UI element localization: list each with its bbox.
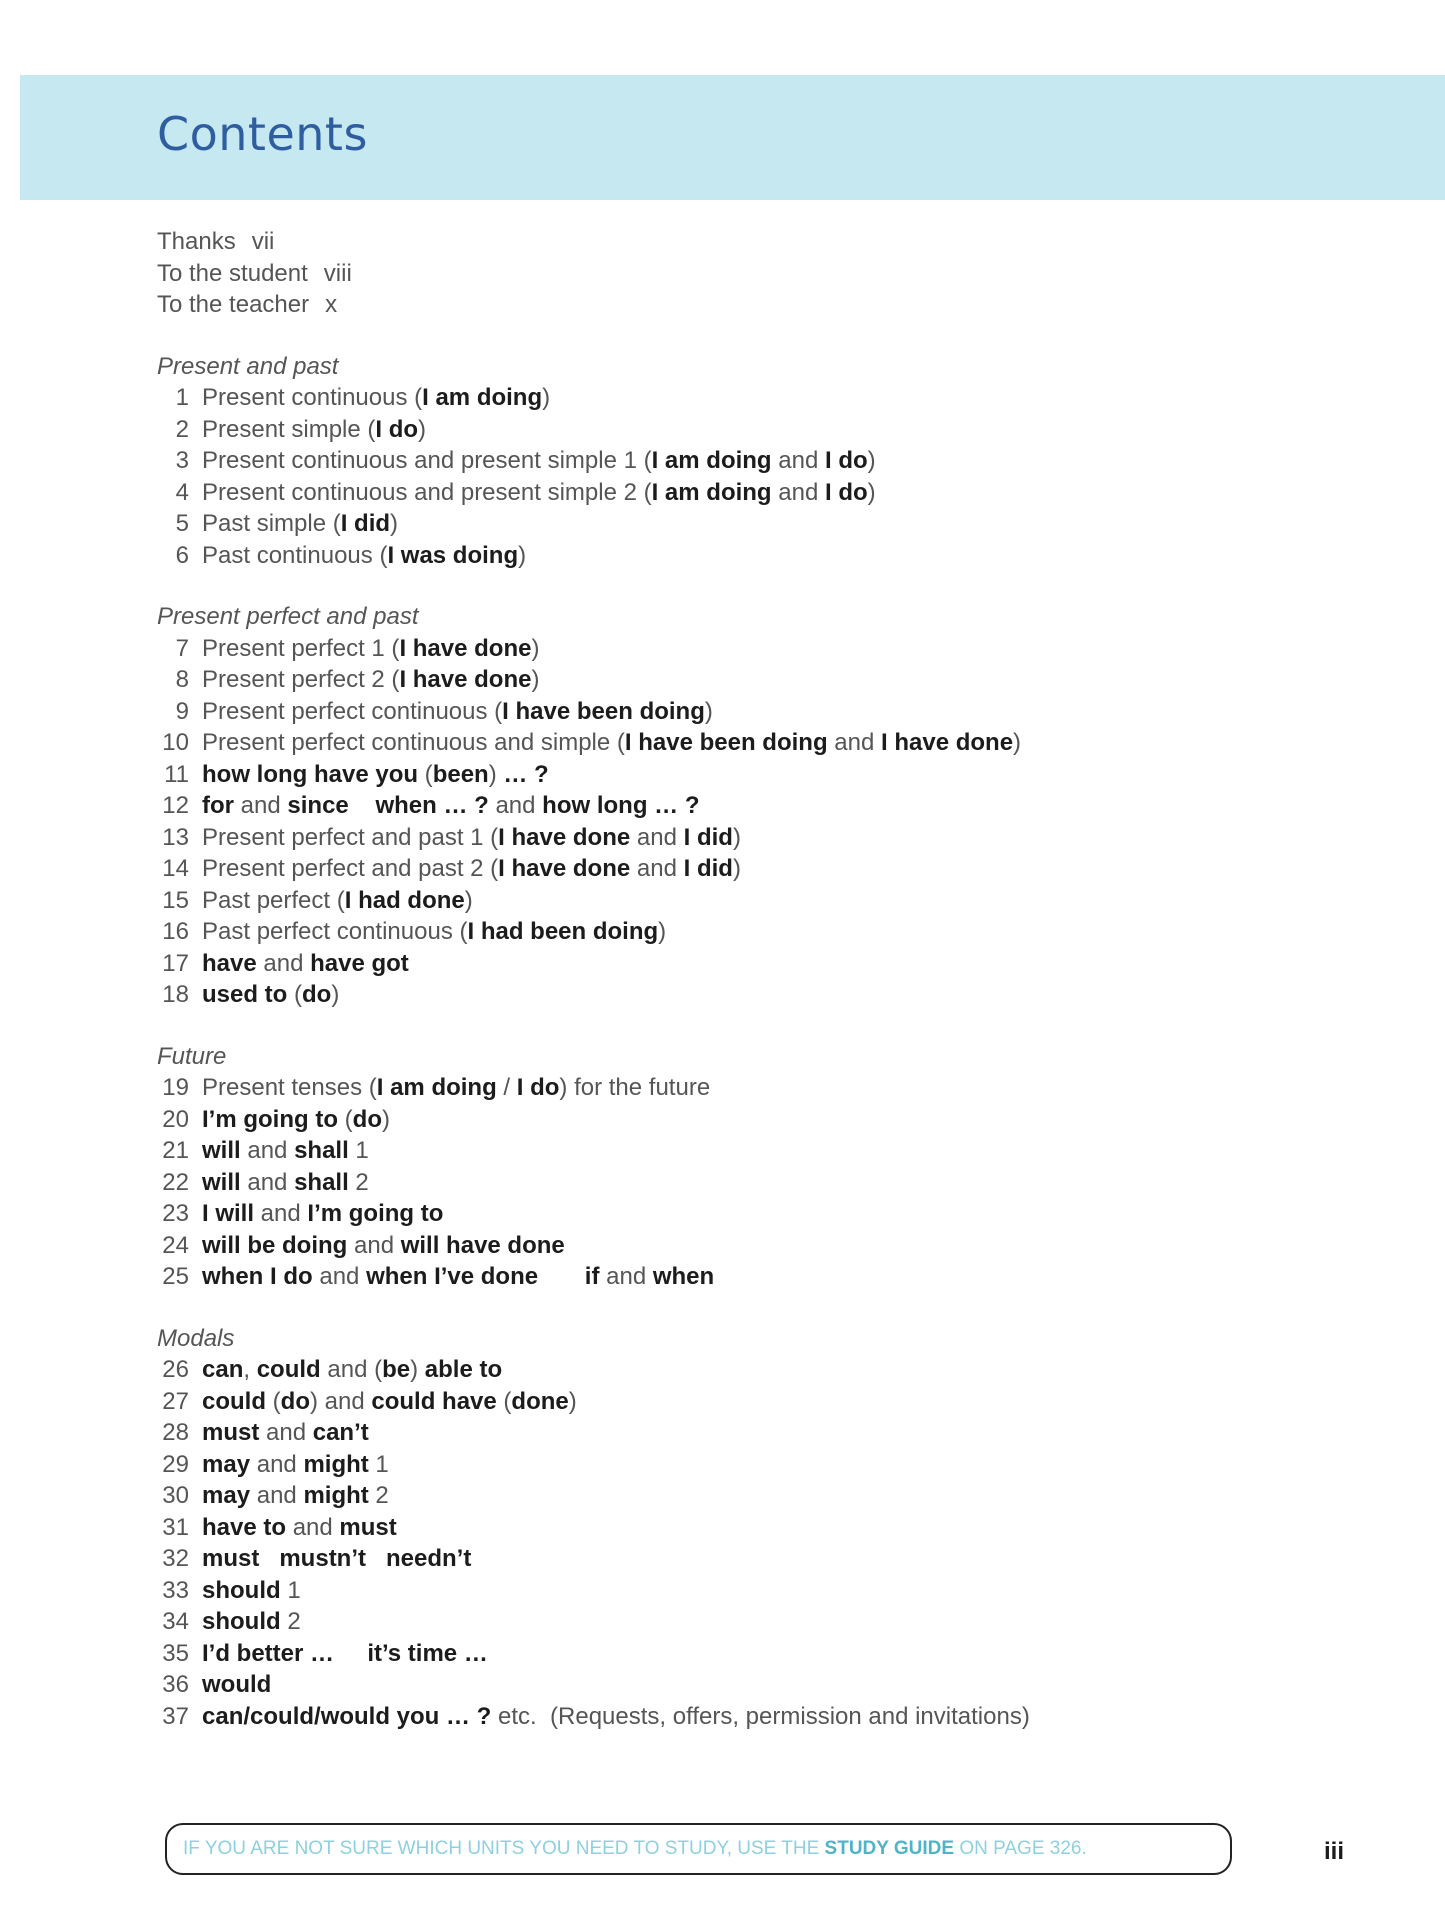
unit-title — [202, 1640, 488, 1667]
study-guide-note-text — [183, 1838, 1087, 1860]
unit-title-bold: might — [303, 1482, 369, 1509]
unit-number: 22 — [162, 1168, 189, 1196]
front-matter-item[interactable] — [157, 258, 1357, 290]
unit-title-bold: I am doing — [651, 478, 772, 506]
unit-title-text: , — [243, 1356, 257, 1383]
unit-title-text: Present perfect 1 ( — [202, 634, 400, 662]
unit-title — [202, 698, 713, 725]
unit-title-text: Present perfect continuous and simple ( — [202, 729, 625, 756]
unit-title-text — [349, 792, 376, 819]
unit-entry[interactable] — [157, 1606, 1357, 1638]
unit-number: 4 — [175, 478, 189, 506]
unit-entry[interactable] — [157, 822, 1357, 854]
unit-title-text: and — [488, 792, 543, 819]
unit-title-text: 2 — [280, 1608, 301, 1635]
unit-title-text: 1 — [348, 1137, 369, 1164]
unit-title-text: ) — [531, 666, 540, 693]
unit-title — [202, 635, 539, 662]
unit-title-bold: should — [202, 1576, 281, 1604]
unit-entry[interactable] — [157, 414, 1357, 446]
unit-title — [202, 855, 741, 882]
unit-title-bold: since — [287, 792, 349, 819]
unit-title — [202, 950, 409, 977]
unit-title-bold: I have done — [498, 823, 631, 851]
unit-title-bold: can’t — [312, 1419, 369, 1446]
unit-entry[interactable] — [157, 477, 1357, 509]
toc-section — [157, 1323, 1357, 1733]
toc-section — [157, 351, 1357, 572]
unit-title — [202, 792, 699, 819]
unit-title-text: ( — [266, 1387, 281, 1415]
unit-title-text: and — [254, 1200, 308, 1227]
unit-title-text: ( — [418, 760, 433, 788]
unit-number: 12 — [162, 792, 189, 819]
unit-title — [202, 1137, 369, 1164]
unit-entry[interactable] — [157, 508, 1357, 540]
unit-entry[interactable] — [157, 979, 1357, 1011]
unit-entry[interactable] — [157, 1449, 1357, 1481]
unit-title — [202, 1482, 389, 1509]
unit-number: 11 — [164, 760, 189, 788]
unit-title-bold: could have — [371, 1387, 497, 1415]
unit-title — [202, 416, 426, 443]
toc-section — [157, 1041, 1357, 1293]
unit-title — [202, 887, 473, 914]
front-matter-page: x — [325, 291, 338, 318]
unit-title — [202, 1106, 390, 1133]
unit-title-bold: I do — [824, 447, 868, 474]
unit-title-bold: can — [202, 1356, 244, 1383]
unit-entry[interactable] — [157, 727, 1357, 759]
unit-title — [202, 384, 550, 411]
study-guide-note-before: IF YOU ARE NOT SURE WHICH UNITS YOU NEED TO STUDY, USE THE — [183, 1838, 825, 1859]
unit-title-text: and — [250, 1482, 304, 1509]
unit-title-bold: I did — [683, 855, 733, 882]
unit-title-text: and ( — [320, 1356, 383, 1383]
unit-title-text: ) — [867, 478, 876, 506]
unit-number: 7 — [175, 634, 189, 662]
unit-title-bold: may — [202, 1482, 251, 1509]
unit-title-text: etc. (Requests, offers, permission and invitations) — [491, 1702, 1030, 1730]
unit-number: 6 — [175, 541, 189, 569]
unit-title-text: Past simple ( — [202, 510, 341, 537]
unit-title-text: ) — [464, 886, 473, 914]
unit-title — [202, 447, 876, 474]
unit-title-text: and — [827, 729, 881, 756]
unit-title-text: ) — [867, 447, 876, 474]
unit-title-text — [538, 1263, 585, 1290]
section-title: Present perfect and past — [157, 603, 419, 630]
unit-title-text: Present continuous and present simple 1 ( — [202, 447, 652, 474]
unit-title-bold: shall — [294, 1168, 349, 1196]
unit-entry[interactable] — [157, 853, 1357, 885]
unit-title-text: and — [286, 1513, 340, 1541]
unit-title-bold: I’m going to — [202, 1105, 338, 1133]
unit-number: 33 — [162, 1576, 189, 1604]
front-matter-list — [157, 226, 1357, 321]
unit-title-bold: I had done — [344, 886, 465, 914]
unit-title-bold: when — [652, 1263, 715, 1290]
unit-number: 35 — [162, 1639, 189, 1667]
front-matter-page: viii — [323, 259, 352, 287]
front-matter-item[interactable] — [157, 226, 1357, 258]
unit-title-text: ) — [658, 918, 667, 945]
unit-entry[interactable] — [157, 1575, 1357, 1607]
unit-entry[interactable] — [157, 1701, 1357, 1733]
unit-number: 23 — [162, 1200, 189, 1227]
unit-title-text: and — [250, 1450, 304, 1478]
unit-entry[interactable] — [157, 885, 1357, 917]
unit-title-text: and — [630, 823, 684, 851]
unit-title-bold: have got — [310, 949, 409, 977]
unit-title-text: ) — [518, 541, 527, 569]
unit-title — [202, 729, 1021, 756]
unit-title-bold: been — [432, 760, 489, 788]
unit-title — [202, 1671, 271, 1698]
unit-title-text: ) — [381, 1105, 390, 1133]
unit-title-bold: might — [303, 1450, 369, 1478]
unit-entry[interactable] — [157, 1167, 1357, 1199]
unit-title-bold: I had been doing — [467, 918, 659, 945]
unit-title-bold: may — [202, 1450, 251, 1478]
unit-title-bold: how long … ? — [542, 792, 700, 819]
unit-title — [202, 1388, 577, 1415]
unit-entry[interactable] — [157, 1135, 1357, 1167]
unit-title-bold: I am doing — [651, 447, 772, 474]
unit-title — [202, 1451, 389, 1478]
unit-title-bold: I was doing — [387, 541, 519, 569]
unit-number: 15 — [162, 886, 189, 914]
unit-entry[interactable] — [157, 1104, 1357, 1136]
unit-title-text: ) — [531, 634, 540, 662]
unit-title-text: 1 — [368, 1450, 389, 1478]
unit-title-bold: have to — [202, 1513, 287, 1541]
unit-title-bold: when … ? — [375, 792, 489, 819]
section-title: Modals — [157, 1324, 235, 1352]
unit-title-text: and — [630, 855, 684, 882]
unit-entry[interactable] — [157, 1512, 1357, 1544]
unit-title — [202, 1169, 369, 1196]
unit-title-text: and — [240, 1168, 295, 1196]
unit-title-bold: done — [511, 1387, 569, 1415]
unit-entry[interactable] — [157, 1198, 1357, 1230]
unit-title-bold: I have been doing — [624, 729, 828, 756]
unit-title-bold: should — [202, 1608, 281, 1635]
unit-title-bold: do — [302, 981, 332, 1008]
study-guide-link[interactable]: STUDY GUIDE — [824, 1838, 955, 1859]
unit-title-bold: have — [202, 949, 257, 977]
unit-title — [202, 666, 539, 693]
unit-title-text: Past perfect ( — [202, 886, 345, 914]
unit-title-bold: must — [339, 1513, 397, 1541]
unit-title-bold: I’m going to — [307, 1200, 444, 1227]
unit-title-bold: I do — [375, 415, 419, 443]
unit-entry[interactable] — [157, 759, 1357, 791]
unit-entry[interactable] — [157, 1230, 1357, 1262]
unit-title-text: and — [259, 1419, 313, 1446]
unit-number: 20 — [162, 1105, 189, 1133]
section-title: Present and past — [157, 352, 339, 380]
unit-number: 24 — [162, 1231, 189, 1259]
page-number: iii — [1324, 1838, 1345, 1865]
unit-title-bold: would — [202, 1671, 272, 1698]
unit-title-text: and — [347, 1231, 401, 1259]
unit-entry[interactable] — [157, 1669, 1357, 1701]
unit-number: 3 — [175, 447, 189, 474]
unit-number: 25 — [162, 1263, 189, 1290]
unit-title-bold: when I do — [202, 1263, 313, 1290]
unit-title-bold: will have done — [400, 1231, 565, 1259]
front-matter-page: vii — [251, 228, 275, 255]
unit-number: 5 — [175, 510, 189, 537]
unit-number: 37 — [162, 1702, 189, 1730]
unit-title-bold: used to — [202, 981, 288, 1008]
unit-title-bold: could — [202, 1387, 266, 1415]
unit-entry[interactable] — [157, 1480, 1357, 1512]
unit-title-bold: do — [352, 1105, 382, 1133]
unit-title-text: and — [312, 1263, 367, 1290]
unit-title-text: ) — [331, 981, 340, 1008]
unit-title-text: Present perfect continuous ( — [202, 697, 503, 725]
unit-title — [202, 1263, 714, 1290]
study-guide-note — [165, 1823, 1232, 1875]
unit-title-text: and — [256, 949, 311, 977]
unit-title-bold: must mustn’t needn’t — [202, 1545, 472, 1572]
unit-entry[interactable] — [157, 1072, 1357, 1104]
unit-title-text: and — [771, 447, 825, 474]
unit-title — [202, 542, 526, 569]
unit-title-bold: I did — [683, 823, 733, 851]
unit-title-text: and — [234, 792, 288, 819]
toc-section — [157, 601, 1357, 1011]
unit-title-bold: I have been doing — [502, 697, 705, 725]
unit-title — [202, 1074, 710, 1101]
unit-title — [202, 1703, 1030, 1730]
unit-title-text: Present perfect 2 ( — [202, 666, 400, 693]
unit-number: 36 — [162, 1671, 189, 1698]
unit-title-text: Present continuous and present simple 2 ( — [202, 478, 652, 506]
unit-title — [202, 1608, 301, 1635]
unit-title-bold: I have done — [881, 729, 1014, 756]
unit-title — [202, 1577, 301, 1604]
unit-title-text: ) — [1013, 729, 1022, 756]
unit-entry[interactable] — [157, 790, 1357, 822]
unit-title-text: ) — [488, 760, 504, 788]
unit-title-bold: if — [584, 1263, 600, 1290]
unit-title-bold: I have done — [399, 634, 532, 662]
unit-title-bold: do — [280, 1387, 310, 1415]
unit-title — [202, 761, 549, 788]
unit-title — [202, 1514, 397, 1541]
unit-number: 17 — [162, 949, 189, 977]
unit-title-text: Present continuous ( — [202, 384, 423, 411]
unit-entry[interactable] — [157, 664, 1357, 696]
unit-entry[interactable] — [157, 948, 1357, 980]
page-title: Contents — [157, 107, 368, 161]
unit-entry[interactable] — [157, 916, 1357, 948]
unit-title-bold: I will — [202, 1200, 255, 1227]
unit-number: 31 — [162, 1513, 189, 1541]
unit-title-text: ( — [287, 981, 303, 1008]
unit-number: 32 — [162, 1545, 189, 1572]
unit-title-bold: will — [202, 1168, 241, 1196]
front-matter-label: To the student — [157, 259, 308, 287]
unit-number: 21 — [162, 1137, 189, 1164]
unit-number: 8 — [175, 666, 189, 693]
unit-entry[interactable] — [157, 445, 1357, 477]
unit-title-text: ) — [732, 823, 741, 851]
unit-title-text: Present tenses ( — [202, 1074, 377, 1101]
unit-title-text: ) — [704, 697, 713, 725]
unit-number: 1 — [175, 384, 189, 411]
unit-number: 19 — [162, 1074, 189, 1101]
unit-title-bold: I am doing — [376, 1074, 497, 1101]
unit-title-text: Present perfect and past 2 ( — [202, 855, 499, 882]
unit-title — [202, 479, 876, 506]
unit-title-text: / — [496, 1074, 517, 1101]
unit-entry[interactable] — [157, 1638, 1357, 1670]
unit-title-bold: I’d better … it’s time … — [202, 1639, 488, 1667]
unit-title-text: ) — [732, 855, 741, 882]
unit-title-text: and — [240, 1137, 295, 1164]
unit-entry[interactable] — [157, 540, 1357, 572]
unit-title-text: Past perfect continuous ( — [202, 918, 468, 945]
unit-title-bold: for — [202, 792, 234, 819]
unit-number: 16 — [162, 918, 189, 945]
unit-title-bold: be — [382, 1356, 411, 1383]
unit-title-bold: can/could/would you … ? — [202, 1702, 492, 1730]
unit-title-bold: … ? — [503, 760, 549, 788]
unit-number: 27 — [162, 1387, 189, 1415]
unit-title — [202, 1545, 471, 1572]
unit-title-text: ) and — [310, 1387, 372, 1415]
table-of-contents — [157, 226, 1357, 1732]
unit-title-text: 1 — [280, 1576, 301, 1604]
unit-title-bold: I do — [824, 478, 868, 506]
front-matter-label: To the teacher — [157, 291, 310, 318]
unit-title — [202, 1232, 565, 1259]
unit-entry[interactable] — [157, 382, 1357, 414]
unit-title-text: 2 — [368, 1482, 389, 1509]
unit-number: 29 — [162, 1450, 189, 1478]
unit-title-text: ( — [337, 1105, 353, 1133]
unit-number: 30 — [162, 1482, 189, 1509]
unit-title-bold: will — [202, 1137, 241, 1164]
unit-title-bold: when I’ve done — [366, 1263, 539, 1290]
unit-title — [202, 981, 339, 1008]
unit-title — [202, 1200, 443, 1227]
unit-title-bold: must — [202, 1419, 260, 1446]
unit-entry[interactable] — [157, 696, 1357, 728]
header-band — [20, 75, 1445, 200]
unit-number: 28 — [162, 1419, 189, 1446]
unit-title-text: Present simple ( — [202, 415, 376, 443]
front-matter-item[interactable] — [157, 289, 1357, 321]
unit-title-bold: I do — [516, 1074, 560, 1101]
unit-entry[interactable] — [157, 633, 1357, 665]
unit-title-text: ) — [410, 1356, 425, 1383]
unit-title-text: Past continuous ( — [202, 541, 388, 569]
unit-title-bold: will be doing — [202, 1231, 348, 1259]
section-title: Future — [157, 1042, 227, 1070]
unit-title — [202, 824, 741, 851]
unit-entry[interactable] — [157, 1417, 1357, 1449]
unit-number: 10 — [162, 729, 189, 756]
unit-number: 2 — [175, 415, 189, 443]
unit-title-text: 2 — [348, 1168, 369, 1196]
front-matter-label: Thanks — [157, 228, 236, 255]
unit-title — [202, 510, 398, 537]
unit-number: 26 — [162, 1356, 189, 1383]
unit-title-text: ) — [568, 1387, 577, 1415]
unit-number: 9 — [175, 697, 189, 725]
unit-title-text: ) — [542, 384, 551, 411]
study-guide-note-after: ON PAGE 326. — [954, 1838, 1087, 1859]
unit-title-bold: I have done — [498, 855, 631, 882]
unit-title-bold: how long have you — [202, 760, 419, 788]
unit-number: 34 — [162, 1608, 189, 1635]
unit-title — [202, 918, 666, 945]
unit-entry[interactable] — [157, 1354, 1357, 1386]
unit-title-bold: I did — [340, 510, 391, 537]
unit-number: 13 — [162, 823, 189, 851]
unit-entry[interactable] — [157, 1543, 1357, 1575]
unit-title-bold: shall — [294, 1137, 349, 1164]
unit-entry[interactable] — [157, 1386, 1357, 1418]
unit-title-text: ) — [418, 415, 427, 443]
unit-entry[interactable] — [157, 1261, 1357, 1293]
unit-title-text: and — [771, 478, 825, 506]
unit-title-text: Present perfect and past 1 ( — [202, 823, 499, 851]
unit-number: 18 — [162, 981, 189, 1008]
unit-title — [202, 1419, 369, 1446]
unit-title-bold: I am doing — [422, 384, 543, 411]
unit-title-bold: I have done — [399, 666, 532, 693]
unit-title — [202, 1356, 502, 1383]
unit-title-text: ( — [496, 1387, 512, 1415]
unit-title-bold: able to — [424, 1356, 503, 1383]
unit-number: 14 — [162, 855, 189, 882]
unit-title-text: and — [599, 1263, 653, 1290]
unit-title-text: ) for the future — [559, 1074, 711, 1101]
unit-title-text: ) — [390, 510, 399, 537]
sections-container — [157, 351, 1357, 1733]
unit-title-bold: could — [256, 1356, 321, 1383]
